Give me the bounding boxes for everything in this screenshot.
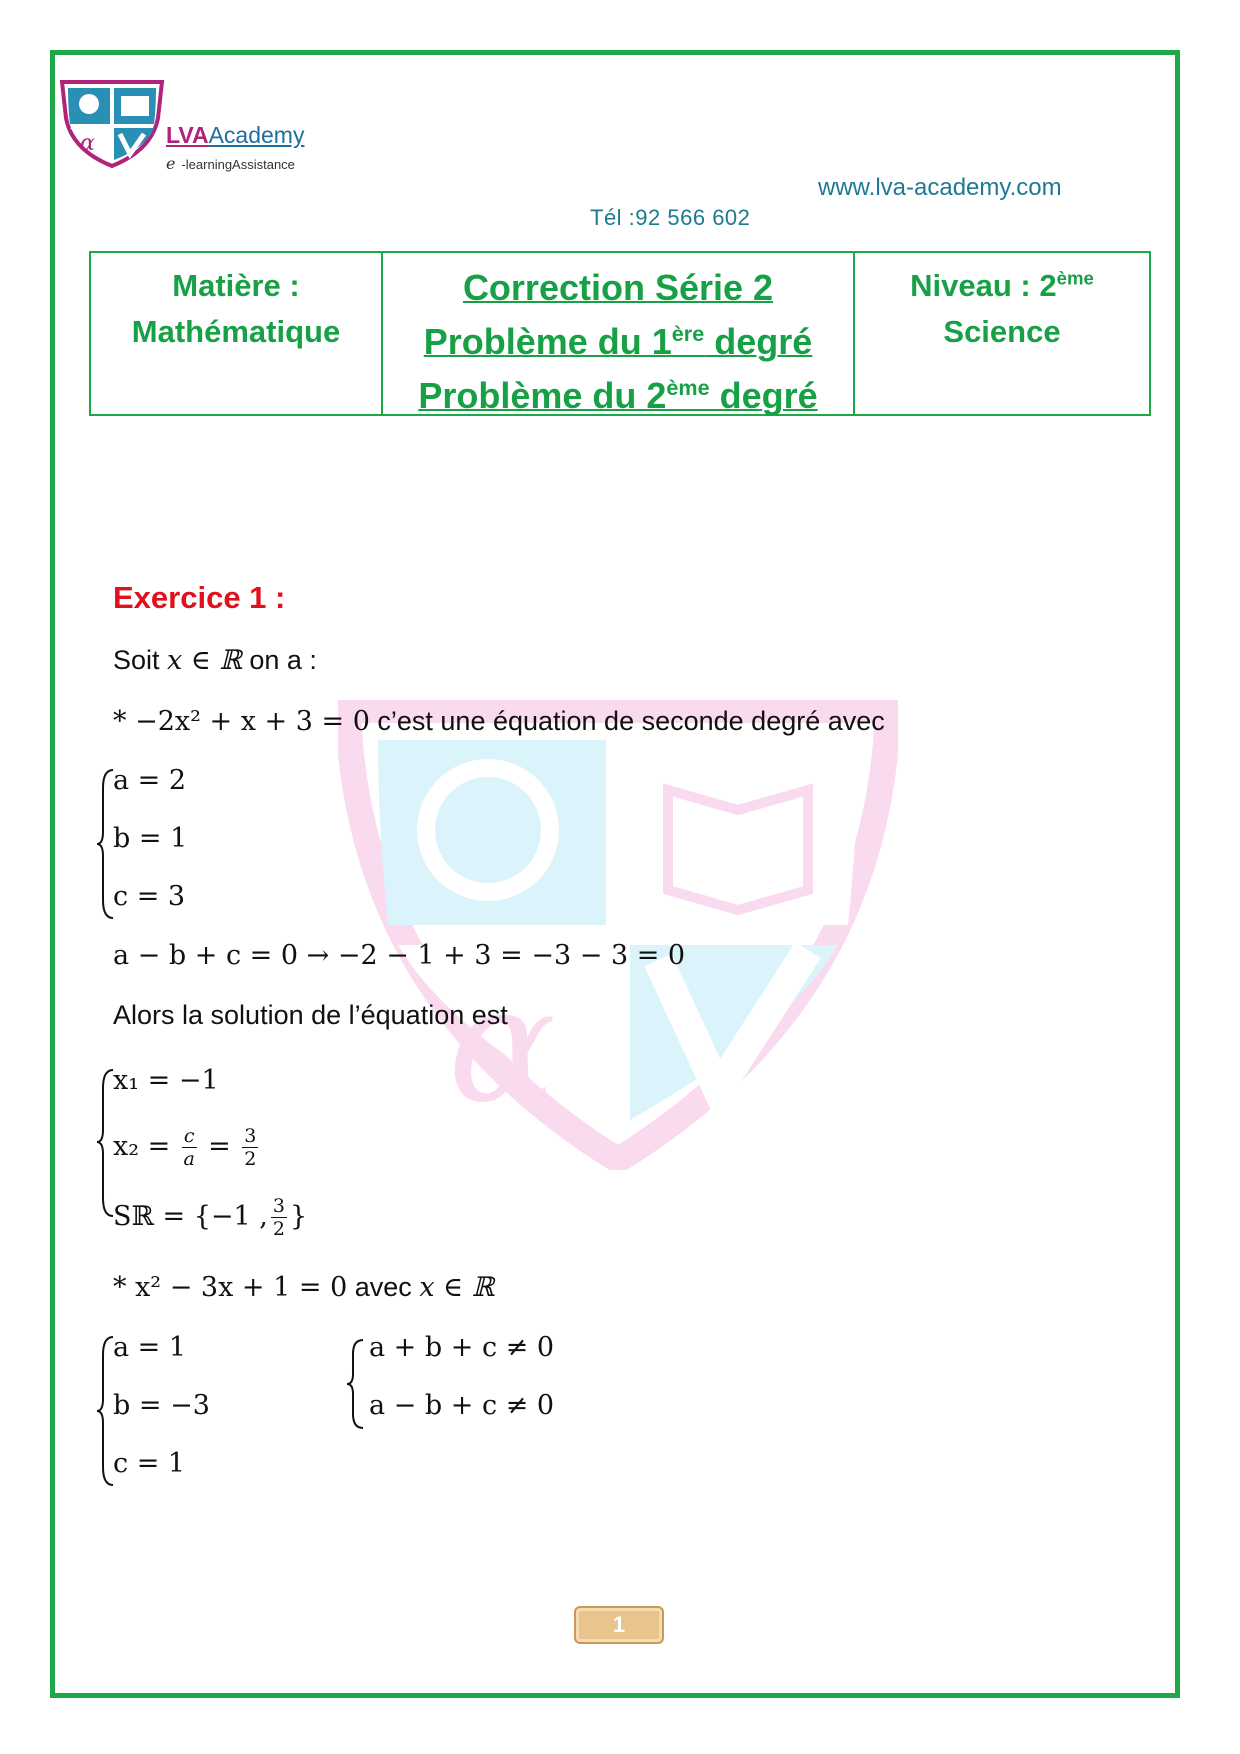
system-2-a: a = 1 <box>113 1332 187 1363</box>
level-cell <box>855 253 1149 414</box>
system-1-a: a = 2 <box>113 765 187 796</box>
equation-1-line: * −2x² + x + 3 = 0 c’est une équation de seconde degré avec <box>113 706 885 737</box>
system-3-brace <box>345 1338 365 1430</box>
system-3-sum: a + b + c ≠ 0 <box>369 1332 555 1363</box>
conclusion-line: Alors la solution de l’équation est <box>113 1000 508 1030</box>
system-3-diff: a − b + c ≠ 0 <box>369 1390 555 1421</box>
system-2-c: c = 1 <box>113 1448 186 1479</box>
svg-text:α: α <box>80 131 95 156</box>
header-table <box>89 251 1151 416</box>
svg-text:α: α <box>448 951 557 1138</box>
exercise-title: Exercice 1 : <box>113 580 286 615</box>
subject-label: Matière : <box>172 268 300 303</box>
check-line: a − b + c = 0 → −2 − 1 + 3 = −3 − 3 = 0 <box>113 940 686 971</box>
subject-value: Mathématique <box>131 314 341 349</box>
level-label: Niveau : 2ème <box>910 267 1094 303</box>
title-line-2: Problème du 1ère degré <box>423 321 813 362</box>
subject-cell <box>91 253 383 414</box>
title-line-1: Correction Série 2 <box>462 267 774 308</box>
page-number: 1 <box>574 1606 664 1644</box>
brand-tagline: e -learningAssistance <box>166 154 295 173</box>
solution-brace <box>95 1068 115 1218</box>
brand-name: LVAAcademy <box>166 122 305 148</box>
solution-x1: x₁ = −1 <box>113 1065 219 1096</box>
title-cell <box>383 253 855 414</box>
system-1-c: c = 3 <box>113 881 186 912</box>
equation-2-line: * x² − 3x + 1 = 0 avec x ∈ ℝ <box>113 1272 495 1303</box>
system-1-b: b = 1 <box>113 823 188 854</box>
title-line-3: Problème du 2ème degré <box>418 375 818 416</box>
lva-academy-logo <box>58 78 166 168</box>
watermark-shield-icon <box>338 700 898 1170</box>
level-value: Science <box>943 314 1061 349</box>
system-1-brace <box>95 768 115 920</box>
intro-line: Soit x ∈ ℝ on a : <box>113 645 317 676</box>
system-2-brace <box>95 1335 115 1487</box>
solution-set: Sℝ = {−1 , $\frac{3}{2}$ } <box>113 1195 308 1240</box>
phone-number: Tél :92 566 602 <box>590 205 751 230</box>
solution-x2: x₂ = $\frac{c}{a}$ = $\frac{3}{2}$ <box>113 1125 257 1170</box>
website-link[interactable]: www.lva-academy.com <box>818 174 1062 201</box>
system-2-b: b = −3 <box>113 1390 210 1421</box>
